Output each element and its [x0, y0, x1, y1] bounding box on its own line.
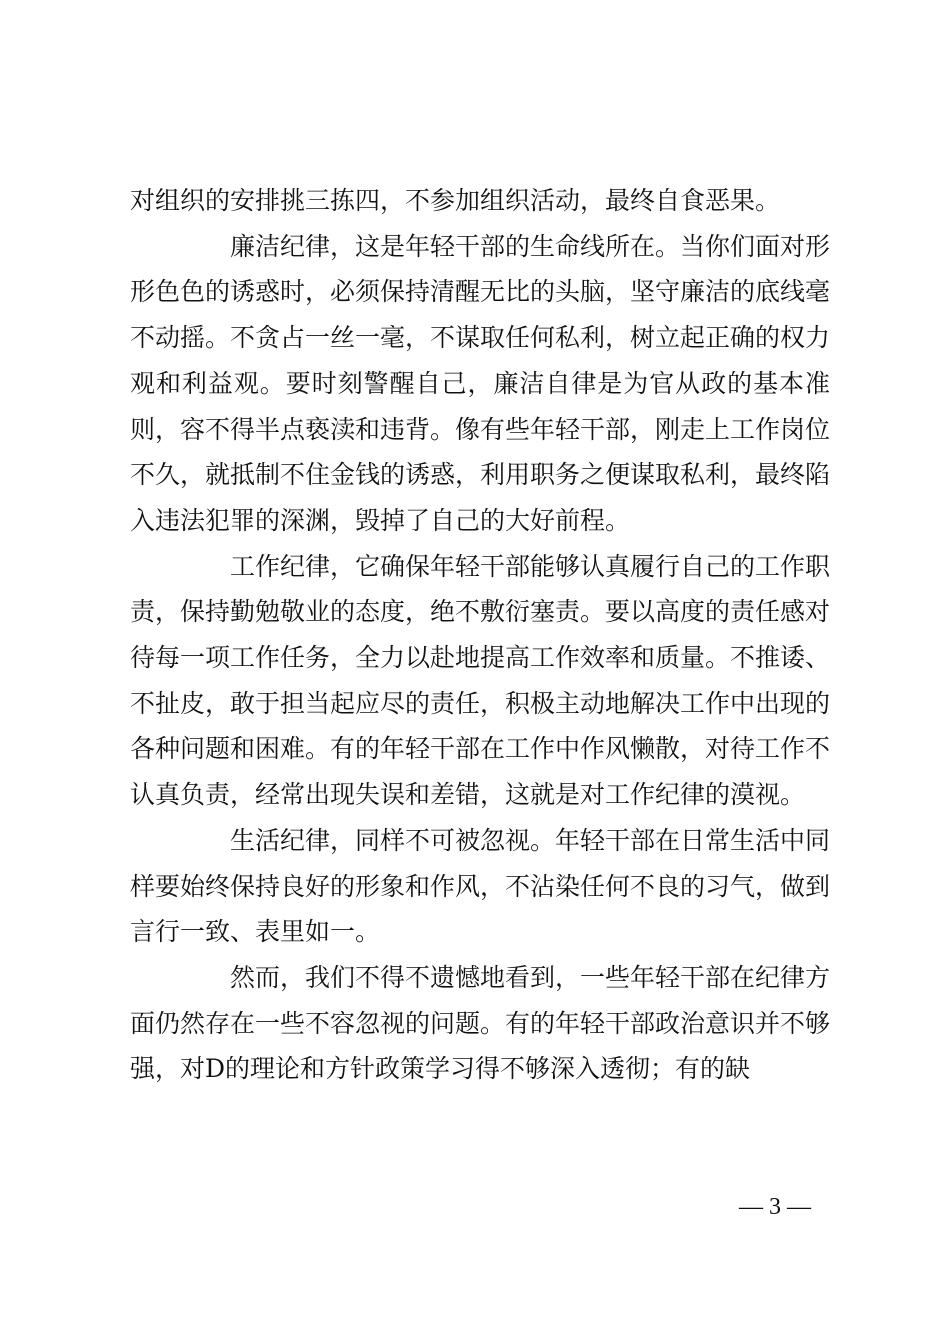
paragraph-continuation: 对组织的安排挑三拣四，不参加组织活动，最终自食恶果。	[130, 186, 781, 215]
document-body	[130, 178, 830, 1092]
paragraph-life-discipline: 生活纪律，同样不可被忽视。年轻干部在日常生活中同样要始终保持良好的形象和作风，不沾染任何不良的习气，做到言行一致、表里如一。	[130, 825, 831, 947]
paragraph-work-discipline: 工作纪律，它确保年轻干部能够认真履行自己的工作职责，保持勤勉敬业的态度，绝不敷衍塞责。要以高度的责任感对待每一项工作任务，全力以赴地提高工作效率和质量。不推诿、不扯皮，敢于担当起应尽的责任，积极主动地解决工作中出现的各种问题和困难。有的年轻干部在工作中作风懒散，对待工作不认真负责，经常出现失误和差错，这就是对工作纪律的漠视。	[130, 551, 831, 810]
page-number: — 3 —	[739, 1194, 811, 1220]
paragraph-existing-problems: 然而，我们不得不遗憾地看到，一些年轻干部在纪律方面仍然存在一些不容忽视的问题。有的年轻干部政治意识并不够强，对D的理论和方针政策学习得不够深入透彻；有的缺	[130, 962, 831, 1084]
paragraph-integrity-discipline: 廉洁纪律，这是年轻干部的生命线所在。当你们面对形形色色的诱惑时，必须保持清醒无比的头脑，坚守廉洁的底线毫不动摇。不贪占一丝一毫，不谋取任何私利，树立起正确的权力观和利益观。要时刻警醒自己，廉洁自律是为官从政的基本准则，容不得半点亵渎和违背。像有些年轻干部，刚走上工作岗位不久，就抵制不住金钱的诱惑，利用职务之便谋取私利，最终陷入违法犯罪的深渊，毁掉了自己的大好前程。	[130, 231, 831, 535]
